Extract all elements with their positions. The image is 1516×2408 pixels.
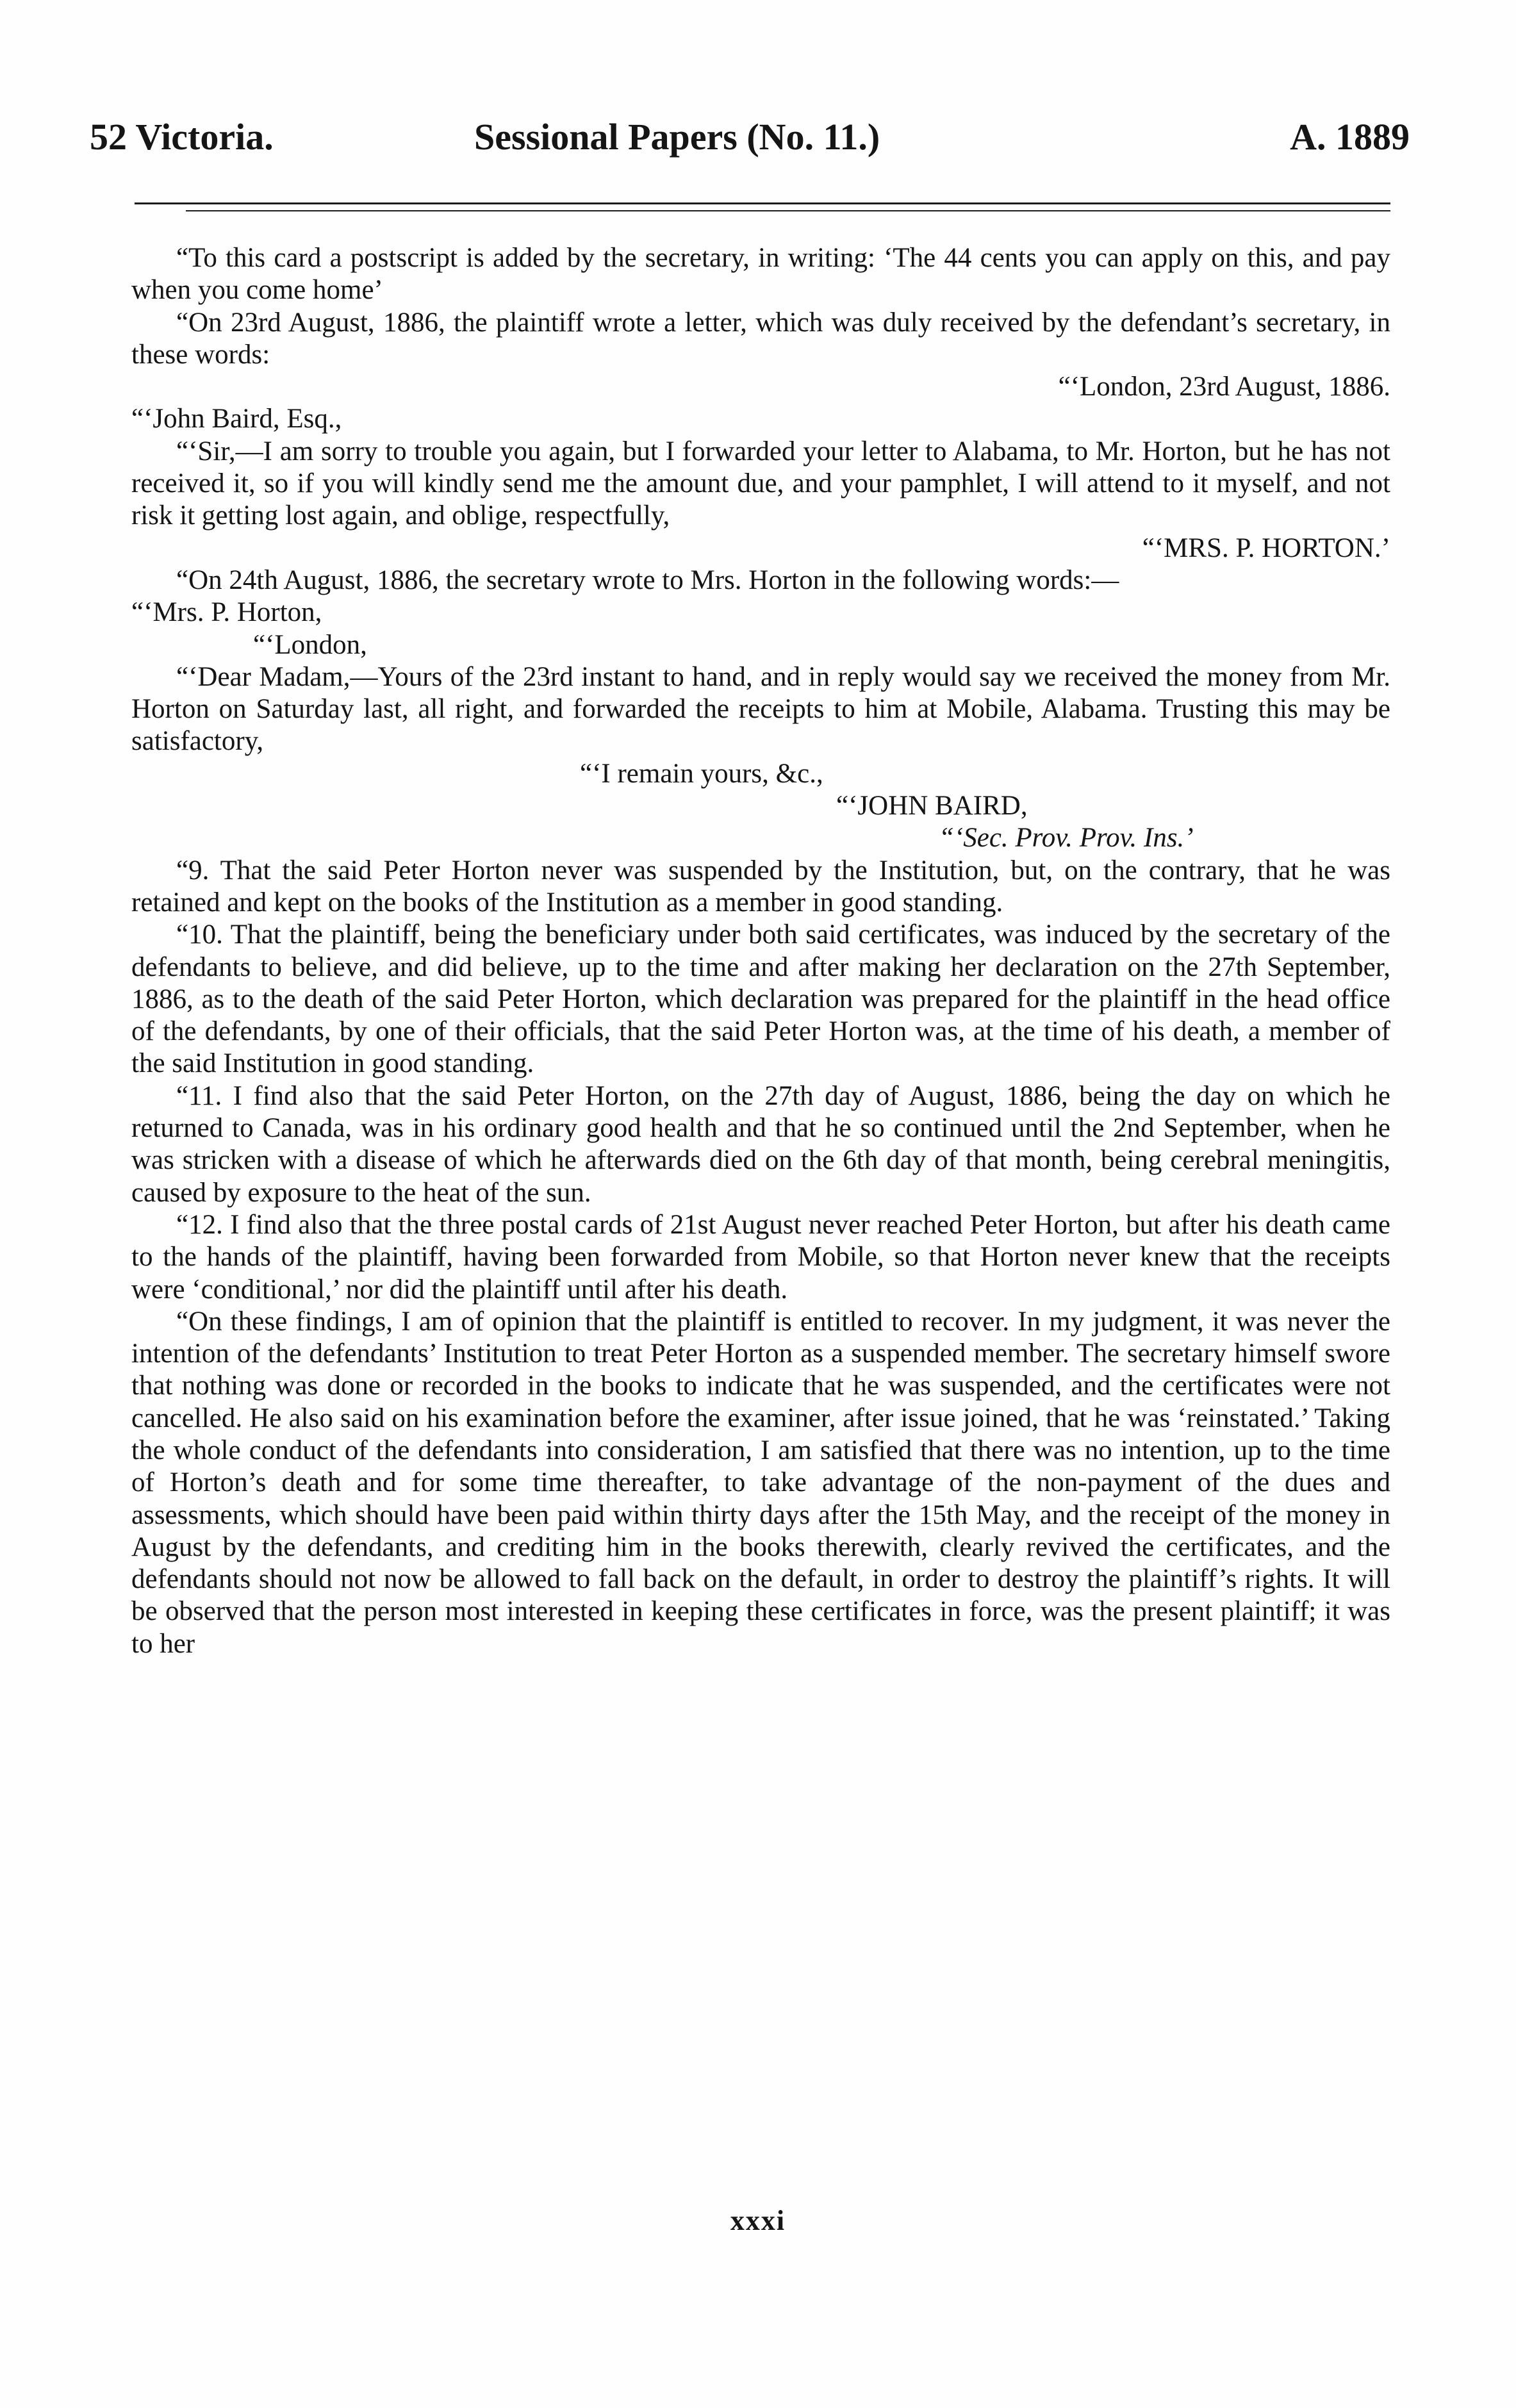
paragraph-opinion: “On these findings, I am of opinion that the plaintiff is entitled to recover. In my judgment, it was never the intention of the defendants’ Institution to treat Peter Horton as a suspended member. The secretary himself swore that nothing was done or recorded in the books to indicate that he was suspended, and the certificates were not cancelled. He also said on his examination before the examiner, after issue joined, that he was ‘reinstated.’ Taking the whole conduct of the defendants into consideration, I am satisfied that there was no intention, up to the time of Horton’s death and for some time thereafter, to take advantage of the non-payment of the dues and assessments, which should have been paid within thirty days after the 15th May, and the receipt of the money in August by the defendants, and crediting him in the books therewith, clearly revived the certificates, and the defendants should not now be allowed to fall back on the default, in order to destroy the plaintiff’s rights. It will be observed that the person most interested in keeping these certificates in force, was the present plaintiff; it was to her [131, 1306, 1390, 1659]
paragraph-finding-11: “11. I find also that the said Peter Horton, on the 27th day of August, 1886, being the day on which he returned to Canada, was in his ordinary good health and that he so continued until the 2nd September, when he was stricken with a disease of which he afterwards died on the 6th day of that month, being cerebral meningitis, caused by exposure to the heat of the sun. [131, 1080, 1390, 1208]
header-rule-thick [135, 202, 1390, 204]
paragraph-finding-12: “12. I find also that the three postal cards of 21st August never reached Peter Horton, but after his death came to the hands of the plaintiff, having been forwarded from Mobile, so that Horton never knew that the receipts were ‘conditional,’ nor did the plaintiff until after his death. [131, 1209, 1390, 1305]
paragraph-postscript: “To this card a postscript is added by the secretary, in writing: ‘The 44 cents you can apply on this, and pay when you come home’ [131, 243, 1390, 306]
header-year: A. 1889 [1290, 116, 1410, 158]
paragraph-reply-intro: “On 24th August, 1886, the secretary wrote to Mrs. Horton in the following words:— [176, 565, 1119, 595]
reply-addressee: “‘Mrs. P. Horton, [131, 597, 322, 628]
letter-body: “‘Sir,—I am sorry to trouble you again, but I forwarded your letter to Alabama, to Mr. Horton, but he has not received it, so if you will kindly send me the amount due, and your pamphlet, I will attend to it myself, and not risk it getting lost again, and oblige, respectfully, [131, 436, 1390, 531]
letter-addressee: “‘John Baird, Esq., [131, 404, 342, 434]
letter-dateline: “‘London, 23rd August, 1886. [1058, 372, 1390, 402]
reply-address: “‘London, [253, 629, 367, 660]
body-text [131, 242, 1390, 1660]
letter-signature: “‘MRS. P. HORTON.’ [1142, 532, 1390, 563]
header-session: 52 Victoria. [90, 116, 274, 158]
reply-signature-name: “‘JOHN BAIRD, [836, 791, 1028, 821]
paragraph-finding-10: “10. That the plaintiff, being the beneficiary under both said certificates, was induced by the secretary of the defendants to believe, and did believe, up to the time and after making her declaration on the 27th September, 1886, as to the death of the said Peter Horton, which declaration was prepared for the plaintiff in the head office of the defendants, by one of their officials, that the said Peter Horton was, at the time of his death, a member of the said Institution in good standing. [131, 919, 1390, 1079]
page-header [90, 115, 1410, 173]
reply-closing: “‘I remain yours, &c., [580, 758, 823, 789]
header-rule-thin [186, 210, 1390, 211]
paragraph-finding-9: “9. That the said Peter Horton never was suspended by the Institution, but, on the contrary, that he was retained and kept on the books of the Institution as a member in good standing. [131, 855, 1390, 918]
paragraph-letter-intro: “On 23rd August, 1886, the plaintiff wrote a letter, which was duly received by the defendant’s secretary, in these words: [131, 307, 1390, 370]
reply-body: “‘Dear Madam,—Yours of the 23rd instant to hand, and in reply would say we received the money from Mr. Horton on Saturday last, all right, and forwarded the receipts to him at Mobile, Alabama. Trusting this may be satisfactory, [131, 661, 1390, 757]
page-number: xxxi [730, 2205, 786, 2236]
reply-signature-title: “‘Sec. Prov. Prov. Ins.’ [939, 823, 1194, 854]
header-title: Sessional Papers (No. 11.) [474, 116, 880, 158]
